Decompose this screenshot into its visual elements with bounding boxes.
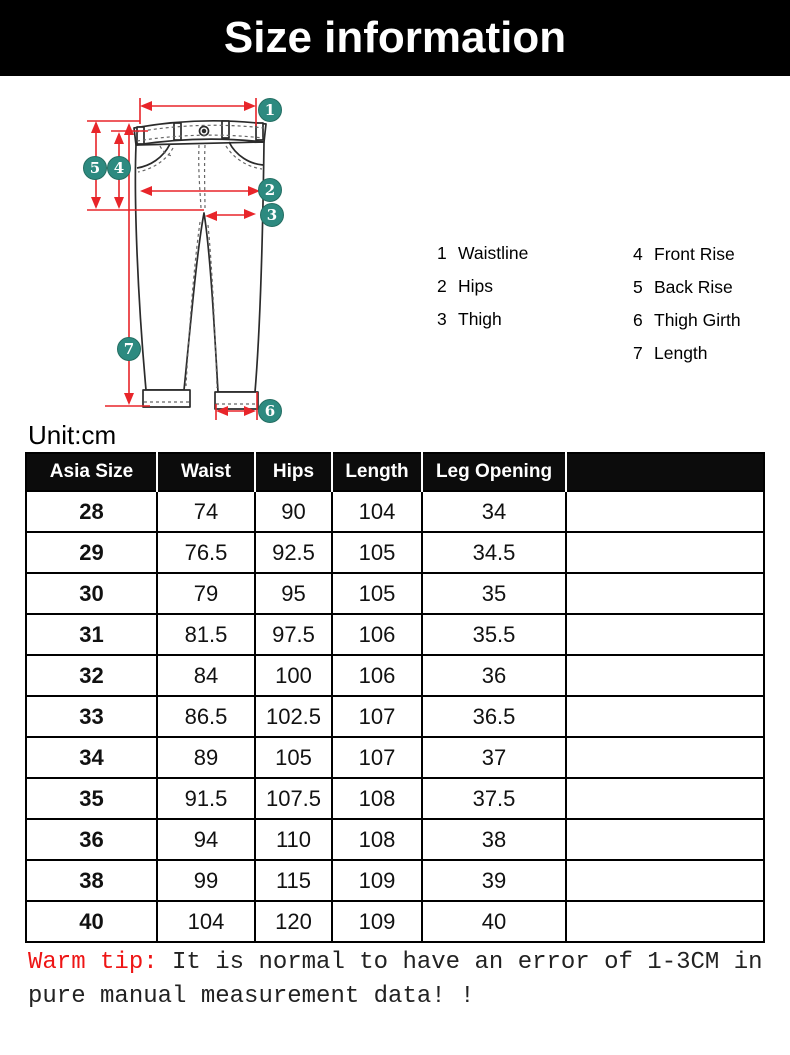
table-cell: 106 — [332, 655, 422, 696]
table-row — [26, 573, 764, 614]
measure-marker-7 — [118, 338, 141, 361]
legend-item-hips — [437, 276, 528, 296]
column-header-hips: Hips — [255, 453, 332, 491]
table-cell: 84 — [157, 655, 255, 696]
cell-empty — [566, 860, 764, 901]
table-cell: 105 — [332, 532, 422, 573]
warm-tip-text-line1: It is normal to have an error of 1-3CM in — [172, 949, 763, 976]
table-cell: 35 — [422, 573, 566, 614]
table-cell: 99 — [157, 860, 255, 901]
table-row — [26, 819, 764, 860]
legend-item-label: Waistline — [458, 243, 529, 263]
table-cell: 79 — [157, 573, 255, 614]
table-cell: 36 — [422, 655, 566, 696]
table-cell: 109 — [332, 901, 422, 942]
svg-text:3: 3 — [266, 206, 278, 224]
table-cell: 89 — [157, 737, 255, 778]
legend-item-number: 5 — [633, 277, 643, 297]
legend-item-front-rise — [633, 244, 741, 264]
legend-item-waistline — [437, 243, 528, 263]
table-cell: 97.5 — [255, 614, 332, 655]
table-row — [26, 860, 764, 901]
measure-marker-1 — [259, 99, 282, 122]
table-cell: 34.5 — [422, 532, 566, 573]
measure-marker-2 — [259, 179, 282, 202]
cell-empty — [566, 491, 764, 532]
cell-empty — [566, 901, 764, 942]
cell-empty — [566, 573, 764, 614]
table-row — [26, 655, 764, 696]
cell-asia-size: 33 — [26, 696, 157, 737]
cell-asia-size: 34 — [26, 737, 157, 778]
legend-item-number: 6 — [633, 310, 643, 330]
legend-item-label: Length — [654, 343, 708, 363]
table-cell: 100 — [255, 655, 332, 696]
table-cell: 105 — [332, 573, 422, 614]
table-cell: 34 — [422, 491, 566, 532]
legend-item-length — [633, 343, 741, 363]
pants-measurement-diagram — [50, 85, 415, 430]
table-cell: 94 — [157, 819, 255, 860]
table-cell: 115 — [255, 860, 332, 901]
table-cell: 35.5 — [422, 614, 566, 655]
table-row — [26, 778, 764, 819]
table-cell: 104 — [332, 491, 422, 532]
table-cell: 109 — [332, 860, 422, 901]
table-row — [26, 901, 764, 942]
table-cell: 38 — [422, 819, 566, 860]
table-cell: 91.5 — [157, 778, 255, 819]
table-row — [26, 696, 764, 737]
cell-asia-size: 29 — [26, 532, 157, 573]
legend-item-back-rise — [633, 277, 741, 297]
measurement-legend-column-2 — [633, 244, 741, 376]
svg-text:2: 2 — [264, 181, 276, 199]
measure-marker-6 — [259, 400, 282, 423]
legend-item-number: 7 — [633, 343, 643, 363]
cell-empty — [566, 696, 764, 737]
measure-marker-5 — [84, 157, 107, 180]
cell-asia-size: 36 — [26, 819, 157, 860]
cell-asia-size: 38 — [26, 860, 157, 901]
legend-item-label: Back Rise — [654, 277, 733, 297]
table-cell: 40 — [422, 901, 566, 942]
table-row — [26, 737, 764, 778]
warm-tip-label: Warm tip: — [28, 949, 173, 976]
column-header-empty — [566, 453, 764, 491]
table-cell: 105 — [255, 737, 332, 778]
column-header-length: Length — [332, 453, 422, 491]
svg-text:6: 6 — [264, 402, 276, 420]
table-row — [26, 614, 764, 655]
svg-text:4: 4 — [113, 159, 125, 177]
warm-tip — [28, 946, 788, 1014]
table-cell: 81.5 — [157, 614, 255, 655]
table-cell: 104 — [157, 901, 255, 942]
cell-empty — [566, 532, 764, 573]
table-cell: 106 — [332, 614, 422, 655]
svg-text:7: 7 — [123, 340, 135, 358]
legend-item-number: 3 — [437, 309, 447, 329]
table-row — [26, 491, 764, 532]
table-cell: 107 — [332, 737, 422, 778]
title-banner — [0, 0, 790, 76]
cell-asia-size: 28 — [26, 491, 157, 532]
column-header-asia-size: Asia Size — [26, 453, 157, 491]
page-title: Size information — [223, 13, 567, 62]
cell-asia-size: 35 — [26, 778, 157, 819]
cell-asia-size: 30 — [26, 573, 157, 614]
pants-drawing — [134, 121, 266, 409]
svg-text:5: 5 — [89, 159, 101, 177]
legend-item-label: Thigh Girth — [654, 310, 741, 330]
table-header-row — [26, 453, 764, 491]
table-cell: 95 — [255, 573, 332, 614]
table-cell: 92.5 — [255, 532, 332, 573]
table-cell: 39 — [422, 860, 566, 901]
table-cell: 102.5 — [255, 696, 332, 737]
legend-item-label: Front Rise — [654, 244, 735, 264]
table-cell: 36.5 — [422, 696, 566, 737]
legend-item-number: 2 — [437, 276, 447, 296]
cell-empty — [566, 819, 764, 860]
size-table — [25, 452, 765, 943]
measurement-legend-column-1 — [437, 243, 528, 342]
cell-asia-size: 32 — [26, 655, 157, 696]
table-cell: 37.5 — [422, 778, 566, 819]
table-cell: 107 — [332, 696, 422, 737]
legend-item-thigh — [437, 309, 528, 329]
cell-empty — [566, 737, 764, 778]
table-cell: 120 — [255, 901, 332, 942]
warm-tip-text-line2: pure manual measurement data! ! — [28, 983, 475, 1010]
table-cell: 76.5 — [157, 532, 255, 573]
table-cell: 108 — [332, 778, 422, 819]
legend-item-label: Hips — [458, 276, 494, 296]
column-header-waist: Waist — [157, 453, 255, 491]
size-table-body — [26, 491, 764, 942]
unit-label: Unit:cm — [28, 420, 117, 450]
measure-marker-4 — [108, 157, 131, 180]
table-cell: 107.5 — [255, 778, 332, 819]
table-row — [26, 532, 764, 573]
cell-asia-size: 31 — [26, 614, 157, 655]
legend-item-label: Thigh — [458, 309, 502, 329]
table-cell: 74 — [157, 491, 255, 532]
table-cell: 110 — [255, 819, 332, 860]
table-cell: 108 — [332, 819, 422, 860]
measure-marker-3 — [261, 204, 284, 227]
legend-item-number: 1 — [437, 243, 447, 263]
cell-empty — [566, 614, 764, 655]
cell-empty — [566, 778, 764, 819]
legend-item-number: 4 — [633, 244, 643, 264]
cell-empty — [566, 655, 764, 696]
column-header-leg-opening: Leg Opening — [422, 453, 566, 491]
table-cell: 90 — [255, 491, 332, 532]
svg-text:1: 1 — [264, 101, 276, 119]
table-cell: 86.5 — [157, 696, 255, 737]
cell-asia-size: 40 — [26, 901, 157, 942]
legend-item-thigh-girth — [633, 310, 741, 330]
table-cell: 37 — [422, 737, 566, 778]
